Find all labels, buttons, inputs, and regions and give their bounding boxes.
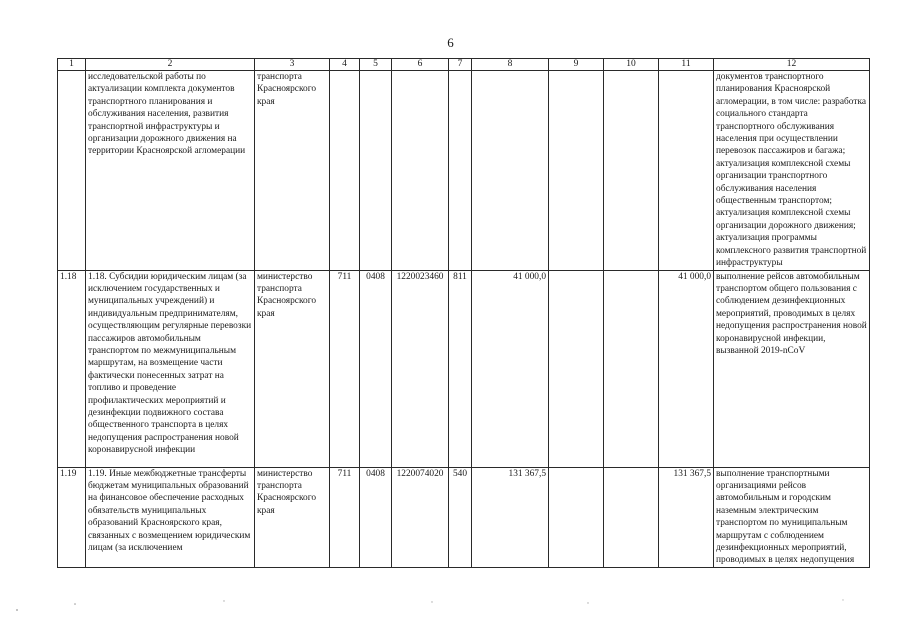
executor: министерство транспорта Красноярского края (255, 467, 330, 567)
column-number: 7 (449, 59, 472, 71)
executor: министерство транспорта Красноярского края (255, 270, 330, 467)
amount-col9 (549, 71, 604, 271)
grbs-code: 711 (330, 270, 360, 467)
scan-noise (0, 598, 901, 638)
measure-name: 1.19. Иные межбюджетные трансферты бюджетам муниципальных образований на финансовое обеспечение расходных обязательств муниципальных образований Красноярского края, связанных с возмещением юридическим лицам (за исключением (86, 467, 255, 567)
column-number: 5 (360, 59, 392, 71)
amount-col10 (604, 270, 659, 467)
executor: транспорта Красноярского края (255, 71, 330, 271)
column-number: 12 (714, 59, 870, 71)
amount-total: 131 367,5 (659, 467, 714, 567)
grbs-code (330, 71, 360, 271)
expense-type-code: 540 (449, 467, 472, 567)
column-number: 2 (86, 59, 255, 71)
table-row (58, 467, 870, 567)
row-number (58, 71, 86, 271)
measure-name: 1.18. Субсидии юридическим лицам (за исключением государственных и муниципальных учреждений) и индивидуальным предпринимателям, осуществляющим регулярные перевозки пассажиров автомобильным транспортом по межмуниципальным маршрутам, на возмещение части фактически понесенных затрат на топливо и проведение профилактических мероприятий и дезинфекции подвижного состава общественного транспорта в целях недопущения распространения новой коронавирусной инфекции (86, 270, 255, 467)
measure-name: исследовательской работы по актуализации комплекта документов транспортного планирования и обслуживания населения, развития транспортной инфраструктуры и организации дорожного движения на территории Красноярской агломерации (86, 71, 255, 271)
column-number: 4 (330, 59, 360, 71)
target-code (392, 71, 449, 271)
column-number: 8 (472, 59, 549, 71)
column-number: 3 (255, 59, 330, 71)
amount-col8: 41 000,0 (472, 270, 549, 467)
column-number: 11 (659, 59, 714, 71)
amount-col9 (549, 467, 604, 567)
table-row (58, 71, 870, 271)
expected-result: выполнение рейсов автомобильным транспортом общего пользования с соблюдением дезинфекционных мероприятий, проводимых в целях недопущения распространения новой коронавирусной инфекции, вызванной 2019-nCoV (714, 270, 870, 467)
column-number: 6 (392, 59, 449, 71)
row-number: 1.19 (58, 467, 86, 567)
section-code: 0408 (360, 467, 392, 567)
column-number-row (58, 59, 870, 71)
amount-col10 (604, 467, 659, 567)
column-number: 1 (58, 59, 86, 71)
section-code (360, 71, 392, 271)
row-number: 1.18 (58, 270, 86, 467)
expense-type-code: 811 (449, 270, 472, 467)
section-code: 0408 (360, 270, 392, 467)
amount-col9 (549, 270, 604, 467)
amount-total: 41 000,0 (659, 270, 714, 467)
amount-col8 (472, 71, 549, 271)
grbs-code: 711 (330, 467, 360, 567)
budget-table (57, 58, 870, 568)
page-number: 6 (447, 35, 454, 50)
target-code: 1220023460 (392, 270, 449, 467)
amount-col8: 131 367,5 (472, 467, 549, 567)
amount-total (659, 71, 714, 271)
column-number: 9 (549, 59, 604, 71)
target-code: 1220074020 (392, 467, 449, 567)
expense-type-code (449, 71, 472, 271)
expected-result: документов транспортного планирования Красноярской агломерации, в том числе: разработка социального стандарта транспортного обслуживания населения при осуществлении перевозок пассажиров и багажа; актуализация комплексной схемы организации транспортного обслуживания населения общественным транспортом; актуализация комплексной схемы организации дорожного движения; актуализация программы комплексного развития транспортной инфраструктуры (714, 71, 870, 271)
expected-result: выполнение транспортными организациями рейсов автомобильным и городским наземным электрическим транспортом по муниципальным маршрутам с соблюдением дезинфекционных мероприятий, проводимых в целях недопущения (714, 467, 870, 567)
column-number: 10 (604, 59, 659, 71)
amount-col10 (604, 71, 659, 271)
table-row (58, 270, 870, 467)
